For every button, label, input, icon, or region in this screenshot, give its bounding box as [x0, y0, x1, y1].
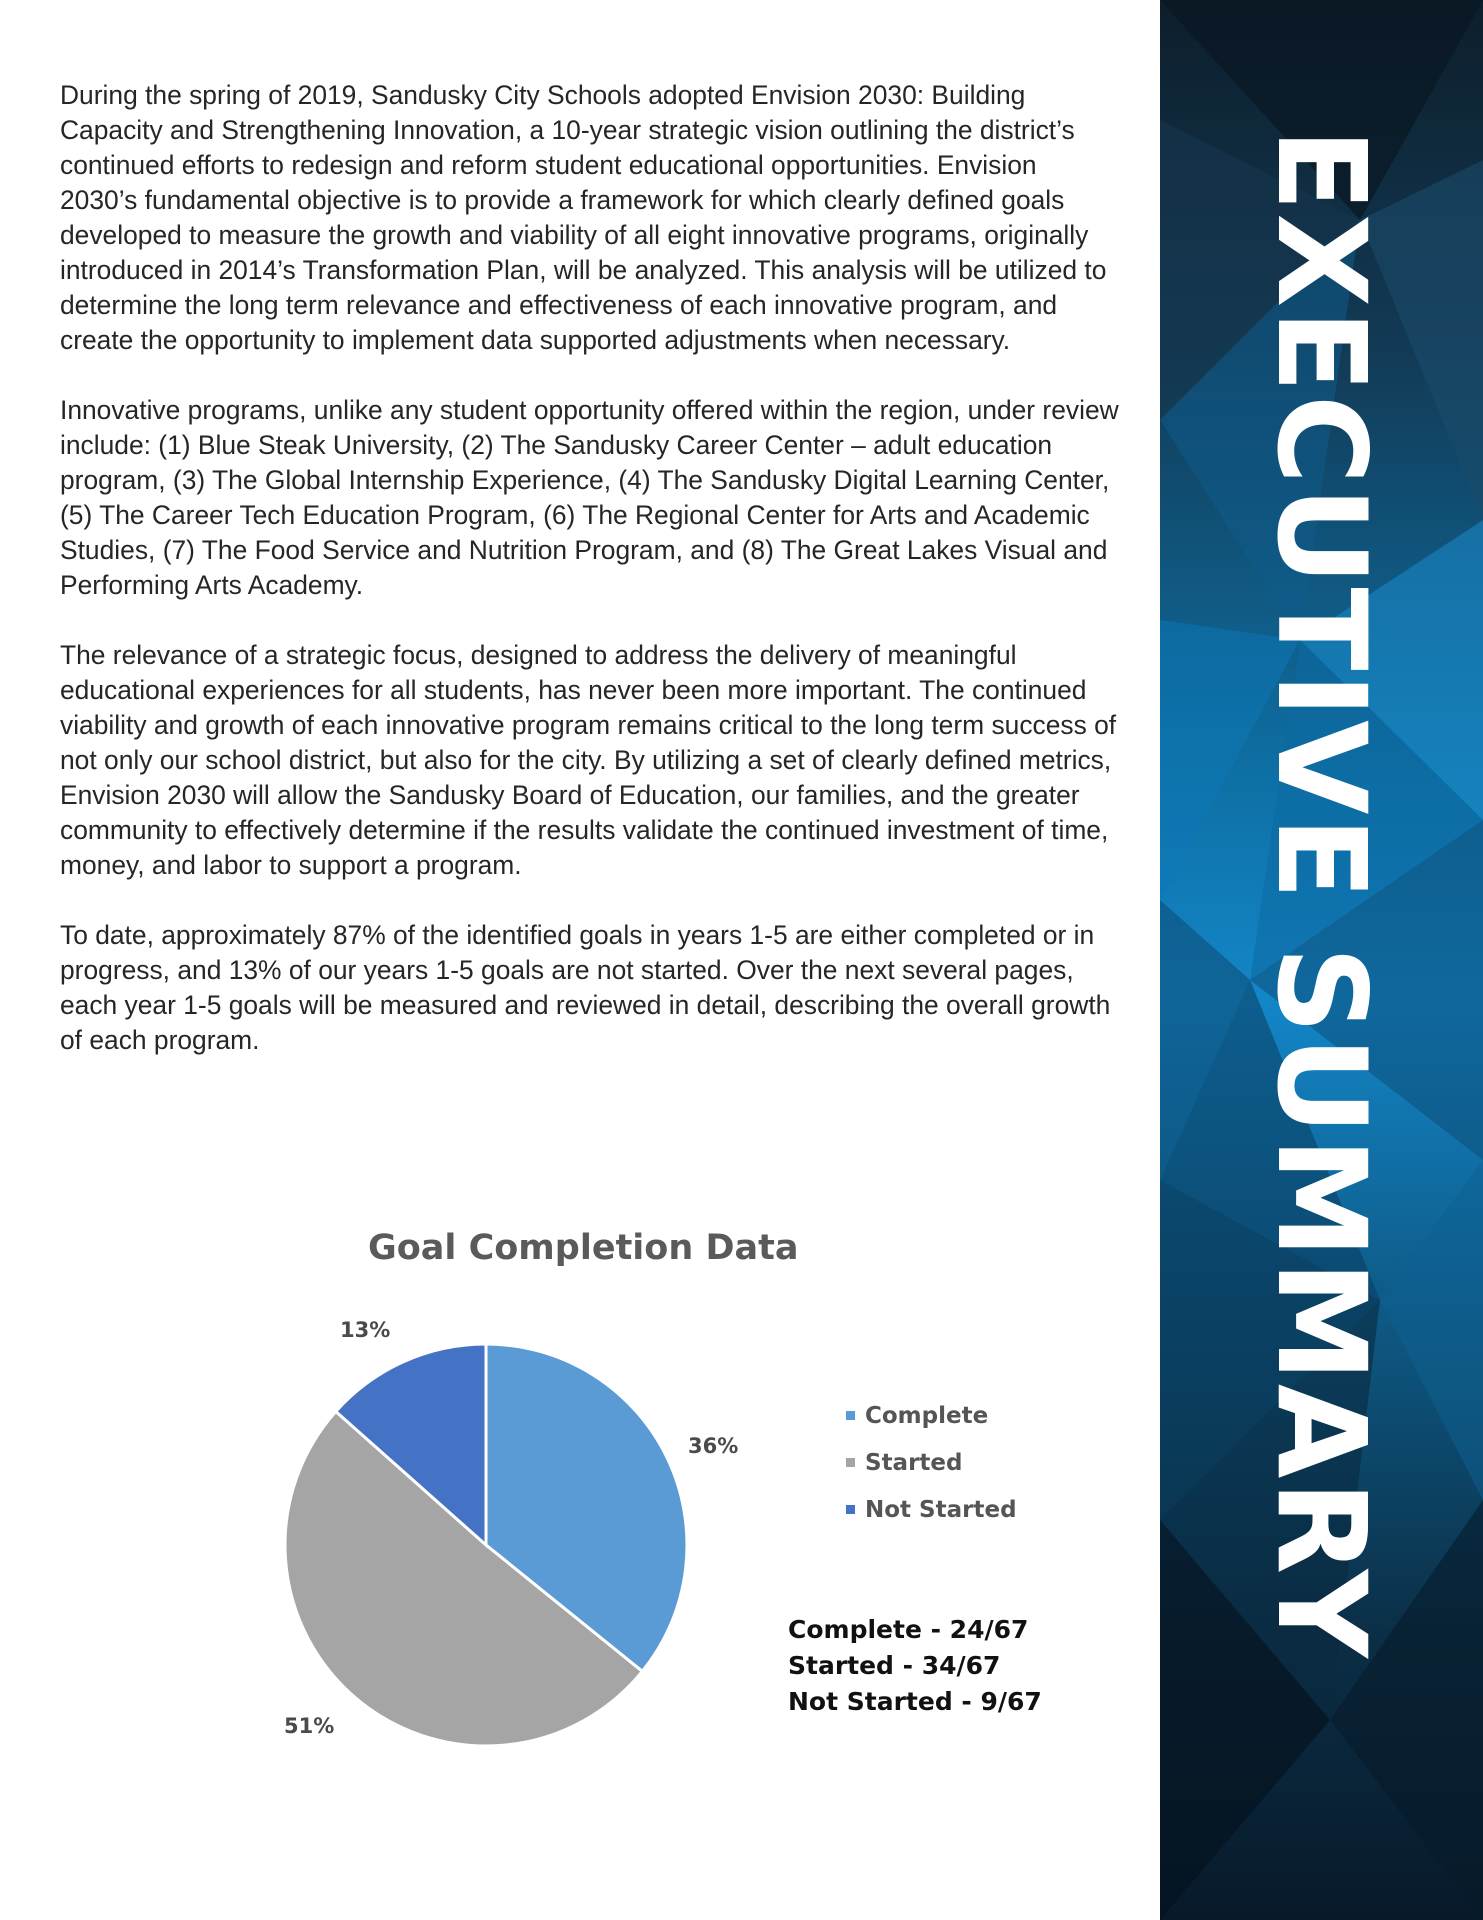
slice-label-not-started: 13%	[340, 1318, 391, 1342]
paragraph-2: Innovative programs, unlike any student opportunity offered within the region, under review include: (1) Blue Steak University, (2) The Sandusky Career Center – adult education program, (3) The Global Internship Experience, (4) The Sandusky Digital Learning Center, (5) The Career Tech Education Program, (6) The Regional Center for Arts and Academic Studies, (7) The Food Service and Nutrition Program, and (8) The Great Lakes Visual and Performing Arts Academy.	[60, 395, 1119, 600]
count-not-started: Not Started - 9/67	[788, 1687, 1042, 1716]
count-started: Started - 34/67	[788, 1651, 1001, 1680]
goal-counts	[788, 1612, 1042, 1720]
legend-item-started	[846, 1439, 1017, 1486]
slice-label-complete: 36%	[688, 1434, 739, 1458]
paragraph-3: The relevance of a strategic focus, designed to address the delivery of meaningful educational experiences for all students, has never been more important. The continued viability and growth of each innovative program remains critical to the long term success of not only our school district, but also for the city. By utilizing a set of clearly defined metrics, Envision 2030 will allow the Sandusky Board of Education, our families, and the greater community to effectively determine if the results validate the continued investment of time, money, and labor to support a program.	[60, 640, 1117, 880]
legend-label-complete: Complete	[865, 1402, 989, 1429]
chart-title: Goal Completion Data	[368, 1228, 799, 1268]
paragraph-1: During the spring of 2019, Sandusky City Schools adopted Envision 2030: Building Capacity and Strengthening Innovation, a 10-year strategic vision outlining the district’s continued efforts to redesign and reform student educational opportunities. Envision 2030’s fundamental objective is to provide a framework for which clearly defined goals developed to measure the growth and viability of all eight innovative programs, originally introduced in 2014’s Transformation Plan, will be analyzed. This analysis will be utilized to determine the long term relevance and effectiveness of each innovative program, and create the opportunity to implement data supported adjustments when necessary.	[60, 80, 1107, 355]
paragraph-4: To date, approximately 87% of the identified goals in years 1-5 are either completed or in progress, and 13% of our years 1-5 goals are not started. Over the next several pages, each year 1-5 goals will be measured and reviewed in detail, describing the overall growth of each program.	[60, 920, 1111, 1055]
chart-legend	[846, 1392, 1017, 1533]
legend-label-started: Started	[865, 1449, 963, 1476]
executive-summary-sidebar	[1160, 0, 1483, 1920]
legend-item-complete	[846, 1392, 1017, 1439]
sidebar-title: EXECUTIVE SUMMARY	[1250, 128, 1393, 1660]
legend-swatch-complete	[846, 1411, 855, 1420]
legend-swatch-started	[846, 1458, 855, 1467]
legend-item-not-started	[846, 1486, 1017, 1533]
legend-label-not-started: Not Started	[865, 1496, 1017, 1523]
legend-swatch-not-started	[846, 1505, 855, 1514]
slice-label-started: 51%	[284, 1714, 335, 1738]
count-complete: Complete - 24/67	[788, 1615, 1029, 1644]
